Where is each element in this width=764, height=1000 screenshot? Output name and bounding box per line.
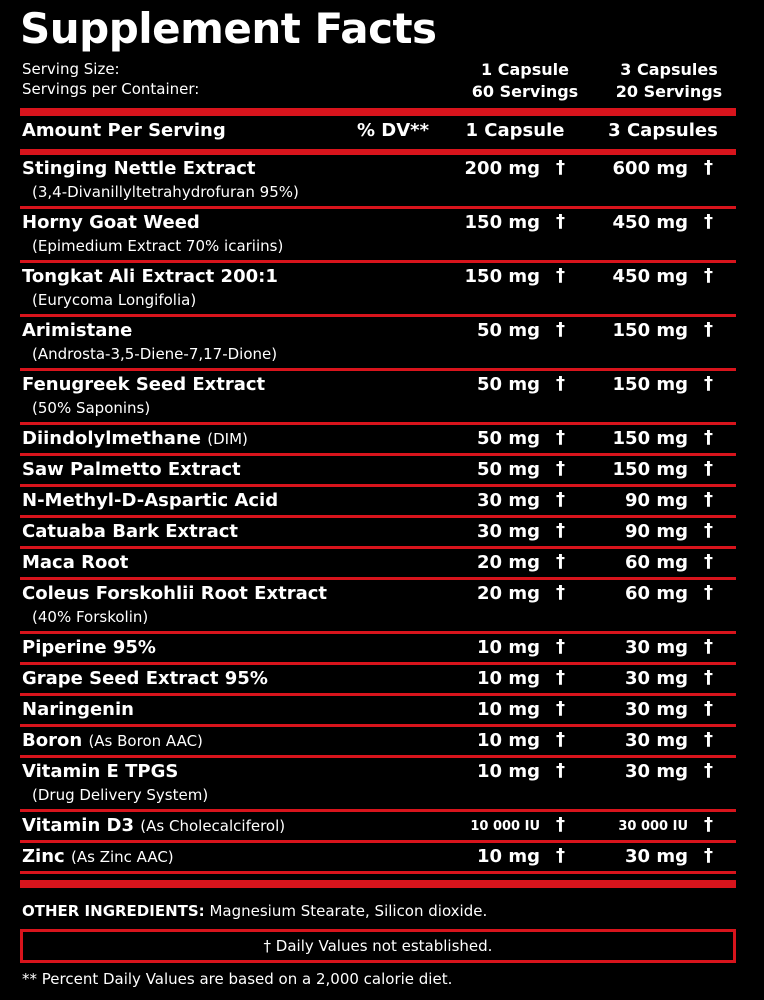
- dagger-symbol: †: [556, 814, 565, 835]
- thick-divider-bottom: [20, 880, 736, 888]
- amount-3-capsules: 150 mg: [612, 428, 688, 449]
- amount-1-capsule: 30 mg: [477, 521, 540, 542]
- dagger-symbol: †: [704, 698, 713, 719]
- amount-1-capsule: 150 mg: [464, 266, 540, 287]
- dagger-symbol: †: [704, 489, 713, 510]
- other-ingredients-label: OTHER INGREDIENTS:: [22, 902, 205, 920]
- ingredient-name: [22, 846, 174, 867]
- amount-3-capsules: 150 mg: [612, 320, 688, 341]
- ingredient-description: (Drug Delivery System): [32, 786, 209, 804]
- dagger-symbol: †: [556, 845, 565, 866]
- amount-1-capsule: 200 mg: [464, 158, 540, 179]
- ingredient-description: (Epimedium Extract 70% icariins): [32, 237, 284, 255]
- dagger-symbol: †: [556, 373, 565, 394]
- amount-3-capsules: 60 mg: [625, 552, 688, 573]
- dagger-symbol: †: [704, 427, 713, 448]
- ingredient-name-text: Coleus Forskohlii Root Extract: [22, 583, 327, 604]
- amount-3-capsules: 30 000 IU: [618, 819, 688, 834]
- dagger-symbol: †: [704, 729, 713, 750]
- ingredient-name-text: Boron: [22, 730, 83, 751]
- dagger-symbol: †: [556, 319, 565, 340]
- supplement-facts-panel: [20, 0, 736, 1000]
- col2-header: 3 Capsules: [608, 120, 718, 141]
- ingredient-name: [22, 668, 268, 689]
- ingredient-row: [20, 812, 736, 843]
- amount-1-capsule: 20 mg: [477, 583, 540, 604]
- amount-3-capsules: 30 mg: [625, 699, 688, 720]
- dagger-symbol: †: [704, 265, 713, 286]
- amount-1-capsule: 10 mg: [477, 730, 540, 751]
- dagger-symbol: †: [556, 520, 565, 541]
- dv-header: % DV**: [357, 120, 429, 141]
- serving-col1-size: 1 Capsule: [481, 60, 569, 79]
- ingredient-name-text: Maca Root: [22, 552, 129, 573]
- dagger-symbol: †: [556, 265, 565, 286]
- ingredient-name-text: Saw Palmetto Extract: [22, 459, 241, 480]
- ingredient-description: (40% Forskolin): [32, 608, 149, 626]
- amount-1-capsule: 50 mg: [477, 428, 540, 449]
- ingredient-row: [20, 317, 736, 371]
- amount-3-capsules: 150 mg: [612, 459, 688, 480]
- dagger-symbol: †: [556, 582, 565, 603]
- ingredient-name-text: Stinging Nettle Extract: [22, 158, 256, 179]
- ingredient-name: [22, 552, 128, 573]
- dagger-symbol: †: [704, 373, 713, 394]
- amount-3-capsules: 90 mg: [625, 490, 688, 511]
- ingredient-row: [20, 155, 736, 209]
- ingredient-name: [22, 459, 241, 480]
- amount-3-capsules: 30 mg: [625, 761, 688, 782]
- ingredient-name: [22, 521, 238, 542]
- amount-1-capsule: 10 mg: [477, 668, 540, 689]
- footnote: ** Percent Daily Values are based on a 2,000 calorie diet.: [22, 970, 453, 988]
- servings-per-container-label: Servings per Container:: [22, 80, 200, 98]
- amount-1-capsule: 10 mg: [477, 761, 540, 782]
- daily-value-note-box: [20, 929, 736, 963]
- ingredient-row: [20, 263, 736, 317]
- ingredient-row: [20, 634, 736, 665]
- dagger-symbol: †: [704, 760, 713, 781]
- dagger-symbol: †: [704, 636, 713, 657]
- dagger-symbol: †: [556, 489, 565, 510]
- ingredient-name-text: Catuaba Bark Extract: [22, 521, 239, 542]
- ingredient-description: (Eurycoma Longifolia): [32, 291, 197, 309]
- ingredient-name-text: Fenugreek Seed Extract: [22, 374, 266, 395]
- amount-1-capsule: 50 mg: [477, 459, 540, 480]
- amount-1-capsule: 150 mg: [464, 212, 540, 233]
- serving-size-label: Serving Size:: [22, 60, 120, 78]
- ingredient-name: [22, 320, 132, 341]
- dagger-symbol: †: [556, 157, 565, 178]
- amount-3-capsules: 60 mg: [625, 583, 688, 604]
- serving-col1-servings: 60 Servings: [471, 82, 579, 101]
- ingredient-row: [20, 758, 736, 812]
- dagger-symbol: †: [556, 729, 565, 750]
- dagger-symbol: †: [556, 698, 565, 719]
- ingredient-name-text: Piperine 95%: [22, 637, 156, 658]
- ingredient-qualifier: (DIM): [207, 430, 248, 448]
- dagger-symbol: †: [704, 582, 713, 603]
- dagger-symbol: †: [704, 458, 713, 479]
- ingredient-qualifier: (As Cholecalciferol): [140, 817, 286, 835]
- daily-value-note: † Daily Values not established.: [263, 937, 493, 955]
- ingredient-row: [20, 456, 736, 487]
- dagger-symbol: †: [556, 551, 565, 572]
- ingredient-name-text: Zinc: [22, 846, 65, 867]
- ingredient-row: [20, 549, 736, 580]
- dagger-symbol: †: [704, 845, 713, 866]
- amount-1-capsule: 10 mg: [477, 846, 540, 867]
- dagger-symbol: †: [704, 211, 713, 232]
- ingredient-name: [22, 583, 327, 604]
- dagger-symbol: †: [704, 551, 713, 572]
- ingredient-row: [20, 371, 736, 425]
- ingredient-name-text: Grape Seed Extract 95%: [22, 668, 268, 689]
- dagger-symbol: †: [704, 667, 713, 688]
- amount-3-capsules: 30 mg: [625, 637, 688, 658]
- ingredient-name: [22, 266, 278, 287]
- ingredient-description: (3,4-Divanillyltetrahydrofuran 95%): [32, 183, 299, 201]
- ingredient-row: [20, 843, 736, 874]
- dagger-symbol: †: [556, 427, 565, 448]
- ingredient-name: [22, 490, 278, 511]
- dagger-symbol: †: [556, 636, 565, 657]
- dagger-symbol: †: [704, 157, 713, 178]
- ingredient-name-text: Naringenin: [22, 699, 134, 720]
- amount-3-capsules: 600 mg: [612, 158, 688, 179]
- amount-3-capsules: 450 mg: [612, 266, 688, 287]
- ingredient-name-text: Horny Goat Weed: [22, 212, 200, 233]
- dagger-symbol: †: [704, 814, 713, 835]
- serving-col2: [594, 59, 744, 103]
- ingredient-description: (Androsta-3,5-Diene-7,17-Dione): [32, 345, 278, 363]
- page-title: Supplement Facts: [20, 4, 437, 53]
- ingredient-row: [20, 209, 736, 263]
- ingredient-row: [20, 580, 736, 634]
- other-ingredients: [22, 902, 487, 920]
- ingredient-name: [22, 374, 265, 395]
- amount-3-capsules: 90 mg: [625, 521, 688, 542]
- amount-1-capsule: 10 mg: [477, 637, 540, 658]
- dagger-symbol: †: [704, 520, 713, 541]
- ingredient-name-text: Vitamin D3: [22, 815, 135, 836]
- ingredient-row: [20, 727, 736, 758]
- dagger-symbol: †: [556, 667, 565, 688]
- serving-col2-size: 3 Capsules: [620, 60, 718, 79]
- ingredient-name-text: Tongkat Ali Extract 200:1: [22, 266, 278, 287]
- ingredient-name-text: Diindolylmethane: [22, 428, 201, 449]
- amount-1-capsule: 10 mg: [477, 699, 540, 720]
- ingredient-name: [22, 730, 203, 751]
- amount-3-capsules: 450 mg: [612, 212, 688, 233]
- amount-1-capsule: 30 mg: [477, 490, 540, 511]
- ingredient-name-text: Arimistane: [22, 320, 133, 341]
- dagger-symbol: †: [704, 319, 713, 340]
- amount-1-capsule: 50 mg: [477, 374, 540, 395]
- ingredient-row: [20, 487, 736, 518]
- ingredient-name-text: Vitamin E TPGS: [22, 761, 179, 782]
- ingredient-name: [22, 212, 200, 233]
- amount-1-capsule: 50 mg: [477, 320, 540, 341]
- ingredient-description: (50% Saponins): [32, 399, 151, 417]
- col1-header: 1 Capsule: [465, 120, 565, 141]
- ingredient-row: [20, 518, 736, 549]
- amount-3-capsules: 30 mg: [625, 846, 688, 867]
- serving-col2-servings: 20 Servings: [615, 82, 723, 101]
- amount-1-capsule: 20 mg: [477, 552, 540, 573]
- amount-per-serving-header: Amount Per Serving: [22, 120, 226, 141]
- ingredient-name: [22, 699, 134, 720]
- amount-3-capsules: 150 mg: [612, 374, 688, 395]
- serving-col1: [450, 59, 600, 103]
- ingredient-name: [22, 761, 178, 782]
- ingredient-name: [22, 158, 256, 179]
- other-ingredients-text: Magnesium Stearate, Silicon dioxide.: [209, 902, 488, 920]
- ingredient-row: [20, 425, 736, 456]
- ingredient-name: [22, 637, 156, 658]
- thick-divider-top: [20, 108, 736, 116]
- ingredient-row: [20, 665, 736, 696]
- dagger-symbol: †: [556, 760, 565, 781]
- dagger-symbol: †: [556, 458, 565, 479]
- dagger-symbol: †: [556, 211, 565, 232]
- amount-3-capsules: 30 mg: [625, 730, 688, 751]
- ingredient-name-text: N-Methyl-D-Aspartic Acid: [22, 490, 279, 511]
- ingredient-qualifier: (As Boron AAC): [88, 732, 203, 750]
- ingredient-qualifier: (As Zinc AAC): [71, 848, 174, 866]
- ingredient-row: [20, 696, 736, 727]
- ingredient-name: [22, 428, 248, 449]
- amount-3-capsules: 30 mg: [625, 668, 688, 689]
- ingredient-name: [22, 815, 285, 836]
- amount-1-capsule: 10 000 IU: [470, 819, 540, 834]
